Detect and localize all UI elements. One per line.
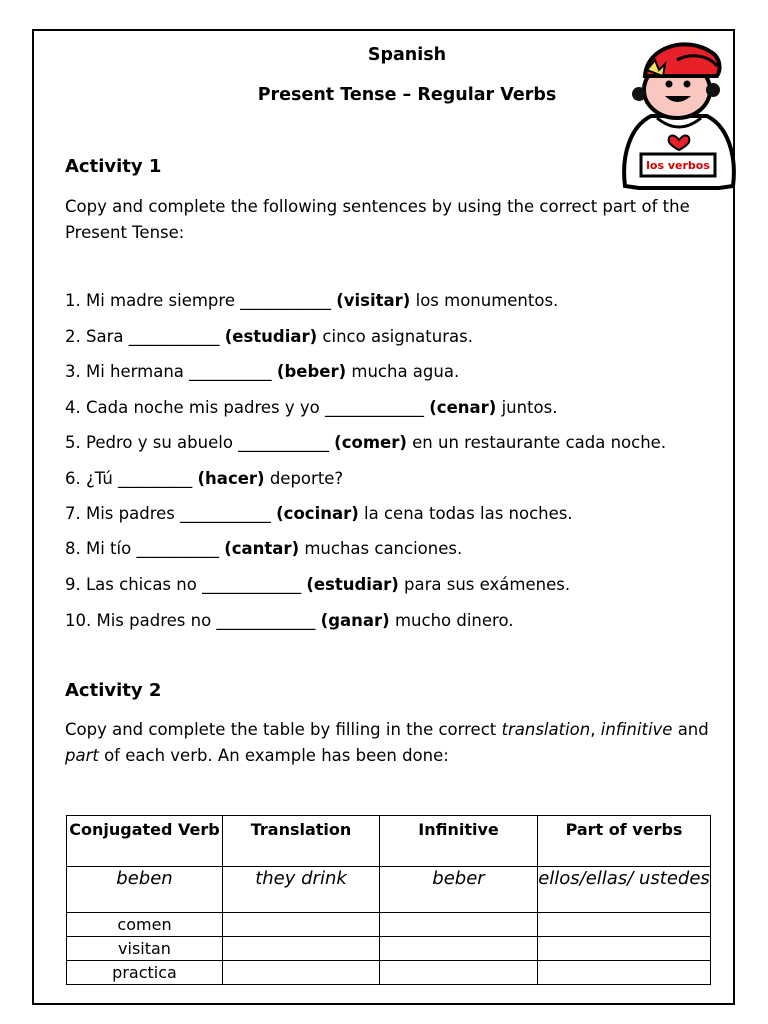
table-row: [67, 937, 711, 961]
row-part: [538, 937, 711, 961]
sentence-text: 3. Mi hermana __________: [65, 362, 277, 381]
row-translation: [223, 961, 380, 985]
row-conjugated: comen: [67, 913, 223, 937]
sentence-text: 10. Mis padres no ____________: [65, 611, 321, 630]
header-translation: Translation: [223, 816, 380, 867]
sentence-item: [65, 469, 343, 488]
sentence-verb-hint: (comer): [334, 433, 407, 452]
instr-and: and: [672, 720, 709, 739]
sentence-item: [65, 539, 462, 558]
sentence-text: 2. Sara ___________: [65, 327, 225, 346]
header-conjugated-verb: Conjugated Verb: [67, 816, 223, 867]
sentence-ending: los monumentos.: [410, 291, 559, 310]
row-conjugated: practica: [67, 961, 223, 985]
sentence-ending: la cena todas las noches.: [358, 504, 573, 523]
sentence-verb-hint: (estudiar): [224, 327, 318, 346]
sentence-text: 7. Mis padres ___________: [65, 504, 277, 523]
sentence-text: 5. Pedro y su abuelo ___________: [65, 433, 335, 452]
sentence-verb-hint: (visitar): [336, 291, 411, 310]
row-infinitive: [380, 961, 538, 985]
example-translation: they drink: [223, 867, 380, 913]
row-infinitive: [380, 913, 538, 937]
verb-table: [66, 815, 711, 985]
sentence-text: 1. Mi madre siempre ___________: [65, 291, 337, 310]
page-subtitle: Present Tense – Regular Verbs: [257, 85, 557, 105]
table-row: [67, 913, 711, 937]
sentence-ending: muchas canciones.: [299, 539, 463, 558]
sentence-ending: para sus exámenes.: [398, 575, 571, 594]
sentence-ending: cinco asignaturas.: [317, 327, 473, 346]
sentence-item: [65, 611, 514, 630]
sentence-ending: en un restaurante cada noche.: [406, 433, 667, 452]
row-part: [538, 913, 711, 937]
sentence-verb-hint: (ganar): [320, 611, 390, 630]
sentence-verb-hint: (hacer): [197, 469, 265, 488]
sentence-item: [65, 398, 558, 417]
instr-comma: ,: [590, 720, 601, 739]
instr-text-end: of each verb. An example has been done:: [98, 746, 449, 765]
header-part-of-verbs: Part of verbs: [538, 816, 711, 867]
sentence-ending: mucho dinero.: [389, 611, 514, 630]
header-infinitive: Infinitive: [380, 816, 538, 867]
sentence-verb-hint: (cantar): [224, 539, 300, 558]
instr-text: Copy and complete the table by filling in the correct: [65, 720, 502, 739]
example-infinitive: beber: [380, 867, 538, 913]
table-example-row: [67, 867, 711, 913]
sentence-item: [65, 291, 558, 310]
sentence-item: [65, 327, 473, 346]
sentence-text: 9. Las chicas no ____________: [65, 575, 307, 594]
instr-part: part: [65, 746, 99, 765]
activity1-instructions: Copy and complete the following sentences by using the correct part of the Present Tense:: [65, 197, 690, 242]
sentence-verb-hint: (cocinar): [276, 504, 359, 523]
row-part: [538, 961, 711, 985]
example-part: ellos/ellas/ ustedes: [538, 867, 711, 913]
sentence-text: 6. ¿Tú _________: [65, 469, 198, 488]
sentence-text: 8. Mi tío __________: [65, 539, 225, 558]
sentence-verb-hint: (beber): [276, 362, 347, 381]
row-translation: [223, 913, 380, 937]
sentence-ending: mucha agua.: [346, 362, 460, 381]
row-conjugated: visitan: [67, 937, 223, 961]
page-title: Spanish: [367, 45, 447, 65]
example-conjugated: beben: [67, 867, 223, 913]
sentence-ending: juntos.: [496, 398, 558, 417]
verbs-mascot-illustration: [617, 36, 741, 196]
sentence-ending: deporte?: [264, 469, 344, 488]
sentence-item: [65, 575, 570, 594]
sentence-item: [65, 362, 459, 381]
activity2-heading: Activity 2: [65, 680, 162, 701]
row-translation: [223, 937, 380, 961]
sentence-verb-hint: (cenar): [429, 398, 497, 417]
sentence-item: [65, 504, 573, 523]
sentence-verb-hint: (estudiar): [306, 575, 399, 594]
row-infinitive: [380, 937, 538, 961]
activity1-heading: Activity 1: [65, 156, 162, 177]
sentence-text: 4. Cada noche mis padres y yo ____________: [65, 398, 430, 417]
activity2-instructions: [65, 717, 715, 769]
table-header-row: [67, 816, 711, 867]
sentence-item: [65, 433, 666, 452]
table-row: [67, 961, 711, 985]
mascot-sign-text: los verbos: [646, 159, 710, 172]
instr-infinitive: infinitive: [600, 720, 673, 739]
instr-translation: translation: [501, 720, 591, 739]
